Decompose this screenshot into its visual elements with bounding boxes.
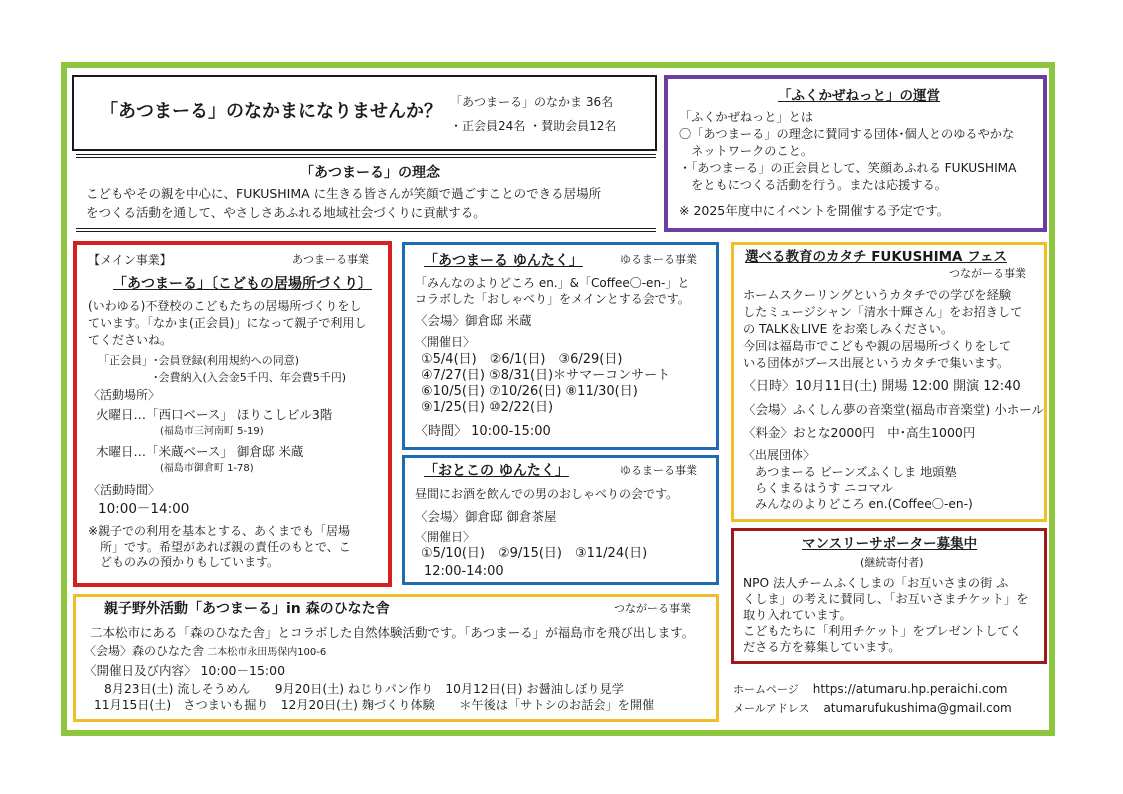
date-line: ⑥10/5(日) ⑦10/26(日) ⑧11/30(日) (421, 384, 638, 399)
yuntaku-dates (421, 352, 670, 416)
activity-time: 10:00－14:00 (98, 501, 190, 517)
festival-exhibitors-heading: 〈出展団体〉 (743, 448, 816, 462)
supporter-line: 取り入れています。 (743, 608, 852, 622)
philosophy-line: をつくる活動を通して、やさしさあふれる地域社会づくりに貢献する。 (86, 205, 486, 220)
email-address[interactable]: atumarufukushima@gmail.com (823, 701, 1012, 715)
intro-line: したミュージシャン「清水十輝さん」をお招きして (743, 305, 1023, 319)
main-project-tag: 【メイン事業】 (88, 253, 172, 267)
otoko-dates-heading: 〈開催日〉 (415, 530, 476, 544)
yuntaku-intro (415, 275, 690, 307)
supporter-line: こどもたちに「利用チケット」をプレゼントしてく (743, 624, 1022, 638)
main-project-intro (88, 298, 366, 349)
supporter-line: くしま」の考えに賛同し、「お互いさまチケット」を (743, 592, 1029, 606)
member-breakdown: ・正会員24名 ・賛助会員12名 (450, 119, 617, 133)
intro-line: ホームスクーリングというカタチでの学びを経験 (743, 288, 1012, 302)
otoko-org: ゆるまーる事業 (620, 464, 697, 477)
registration-line: ･会費納入(入会金5千円、年会費5千円) (98, 371, 347, 384)
note-line: 所」です。希望があれば親の責任のもとで、こ (88, 539, 351, 554)
divider-bottom (76, 228, 656, 232)
network-line: ・「あつまーる」の正会員として、笑顔あふれる FUKUSHIMA (679, 161, 1017, 175)
supporter-body (743, 575, 1028, 655)
header-title: 「あつまーる」のなかまになりませんか？ (100, 101, 442, 122)
otoko-intro: 昼間にお酒を飲んでの男のおしゃべりの会です。 (415, 487, 679, 501)
homepage-label: ホームページ (733, 683, 799, 696)
yuntaku-venue: 〈会場〉御倉邸 米蔵 (415, 313, 532, 328)
otoko-venue: 〈会場〉御倉邸 御倉茶屋 (415, 509, 557, 524)
otoko-time: 12:00-14:00 (424, 564, 504, 579)
divider-top (76, 154, 656, 158)
network-body (679, 109, 1017, 194)
email-info (733, 702, 1012, 714)
place-tuesday: 火曜日…「西口ベース」 ほりこしビル3階 (96, 407, 333, 422)
place-thursday-address: (福島市御倉町 1-78) (160, 463, 254, 474)
place-heading: 〈活動場所〉 (88, 388, 161, 402)
intro-line: ています。「なかま(正会員)」になって親子で利用し (88, 316, 367, 330)
intro-line: いる団体がブース出展というカタチで集います。 (743, 356, 1010, 370)
main-project-title: 「あつまーる」〔こどもの居場所づくり〕 (113, 276, 372, 292)
outdoor-org: つながーる事業 (614, 602, 691, 615)
exhibitor-line: あつまーる ビーンズふくしま 地頭塾 (755, 465, 957, 479)
homepage-info (733, 683, 1008, 695)
outdoor-schedule-line: 11月15日(土) さつまいも掘り 12月20日(土) 麹づくり体験 ＊午後は「サトシのお話会」を開催 (94, 698, 655, 712)
outdoor-venue (84, 645, 326, 658)
time-heading: 〈活動時間〉 (88, 483, 161, 497)
outdoor-schedule-line: 8月23日(土) 流しそうめん 9月20日(土) ねじりパン作り 10月12日(日) お醤油しぼり見学 (104, 682, 624, 696)
main-project-org: あつまーる事業 (292, 253, 369, 266)
intro-line: てくださいね。 (88, 333, 173, 347)
festival-title: 選べる教育のカタチ FUKUSHIMA フェス (745, 249, 1008, 265)
festival-date: 〈日時〉10月11日(土) 開場 12:00 開演 12:40 (743, 379, 1021, 394)
outdoor-venue-address: 二本松市永田馬保内100-6 (204, 647, 327, 658)
intro-line: の TALK＆LIVE をお楽しみください。 (743, 322, 954, 336)
festival-exhibitors (755, 464, 973, 512)
registration-line: 「正会員」･会員登録(利用規約への同意) (98, 354, 300, 367)
festival-price: 〈料金〉おとな2000円 中･高生1000円 (743, 425, 976, 440)
intro-line: 「みんなのよりどころ en.」&「Coffee〇-en-」と (415, 276, 690, 290)
outdoor-intro: 二本松市にある「森のひなた舎」とコラボした自然体験活動です。「あつまーる」が福島市を飛び出します。 (90, 625, 695, 640)
supporter-title: マンスリーサポーター募集中 (802, 536, 978, 552)
yuntaku-title: 「あつまーる ゆんたく」 (424, 253, 583, 269)
main-project-note (88, 524, 351, 571)
intro-line: コラボした「おしゃべり」をメインとする会です。 (415, 292, 690, 306)
member-count: 「あつまーる」のなかま 36名 (450, 95, 614, 109)
outdoor-schedule-heading: 〈開催日及び内容〉 10:00－15:00 (84, 663, 286, 678)
network-line: をともにつくる活動を行う。または応援する。 (679, 178, 947, 192)
date-line: ①5/4(日) ②6/1(日) ③6/29(日) (421, 352, 623, 367)
place-thursday: 木曜日…「米蔵ベース」 御倉邸 米蔵 (96, 444, 304, 459)
exhibitor-line: みんなのよりどころ en.(Coffee〇-en-) (755, 497, 973, 511)
network-line: ネットワークのこと。 (679, 144, 814, 158)
otoko-dates: ①5/10(日) ②9/15(日) ③11/24(日) (421, 546, 648, 561)
registration-info (98, 352, 346, 386)
homepage-url[interactable]: https://atumaru.hp.peraichi.com (812, 682, 1008, 696)
network-line: 〇「あつまーる」の理念に賛同する団体･個人とのゆるやかな (679, 127, 1015, 141)
yuntaku-dates-heading: 〈開催日〉 (415, 335, 476, 349)
outdoor-title: 親子野外活動「あつまーる」in 森のひなた舎 (104, 601, 390, 617)
festival-venue: 〈会場〉ふくしん夢の音楽堂(福島市音楽堂) 小ホール (743, 402, 1044, 417)
intro-line: (いわゆる)不登校のこどもたちの居場所づくりをし (88, 299, 362, 313)
supporter-line: NPO 法人チームふくしまの「お互いさまの街 ふ (743, 576, 1009, 590)
network-line: 「ふくかぜねっと」とは (679, 110, 814, 124)
network-note: ※ 2025年度中にイベントを開催する予定です。 (679, 203, 950, 218)
supporter-line: ださる方を募集しています。 (743, 640, 901, 654)
otoko-title: 「おとこの ゆんたく」 (424, 463, 569, 479)
exhibitor-line: らくまるはうす ニコマル (755, 481, 893, 495)
festival-intro (743, 287, 1022, 372)
philosophy-text (86, 184, 601, 222)
supporter-subtitle: (継続寄付者) (860, 556, 924, 569)
yuntaku-org: ゆるまーる事業 (620, 253, 697, 266)
intro-line: 今回は福島市でこどもや親の居場所づくりをして (743, 339, 1012, 353)
note-line: どものみの預かりもしています。 (88, 555, 280, 569)
place-tuesday-address: (福島市三河南町 5-19) (160, 426, 264, 437)
outdoor-venue-name: 〈会場〉森のひなた舎 (84, 644, 205, 658)
yuntaku-time: 〈時間〉 10:00-15:00 (415, 424, 551, 439)
note-line: ※親子での利用を基本とする、あくまでも「居場 (88, 524, 351, 538)
date-line: ⑨1/25(日) ⑩2/22(日) (421, 400, 554, 415)
philosophy-line: こどもやその親を中心に、FUKUSHIMA に生きる皆さんが笑顔で過ごすことのできる居場所 (86, 186, 602, 201)
festival-org: つながーる事業 (949, 267, 1026, 280)
date-line: ④7/27(日) ⑤8/31(日)＊サマーコンサート (421, 368, 671, 383)
network-title: 「ふくかぜねっと」の運営 (778, 88, 940, 104)
philosophy-title: 「あつまーる」の理念 (300, 165, 440, 181)
email-label: メールアドレス (733, 702, 810, 715)
